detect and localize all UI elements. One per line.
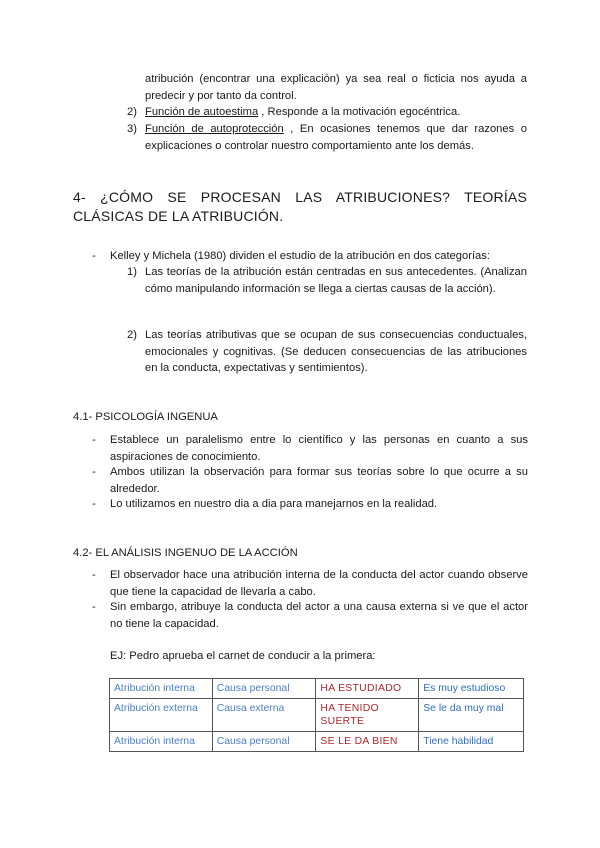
example-text: EJ: Pedro aprueba el carnet de conducir a la primera: (110, 650, 376, 662)
list-number: 3) (127, 123, 137, 135)
table-cell: Se le da muy mal (419, 699, 524, 732)
bullet-dash: - (92, 569, 96, 581)
section-heading: 4- ¿CÓMO SE PROCESAN LAS ATRIBUCIONES? TEORÍAS CLÁSICAS DE LA ATRIBUCIÓN. (73, 189, 527, 224)
list-item-autoproteccion (145, 121, 527, 154)
list-item-text: Las teorías atributivas que se ocupan de sus consecuencias conductuales, emocionales y cognitivas. (Se deducen consecuencias de las atribuciones en la conducta, expectativas y sentimientos). (145, 329, 527, 374)
table-cell: Atribución interna (110, 732, 213, 752)
bullet-dash: - (92, 498, 96, 510)
list-item-autoestima (145, 104, 527, 121)
list-item-text: , Responde a la motivación egocéntrica. (258, 106, 461, 118)
table-cell: HA TENIDO SUERTE (316, 699, 419, 732)
list-item-text: , En ocasiones tenemos que dar razones o explicaciones o controlar nuestro comportamiento ante los demás. (145, 123, 527, 152)
bullet-dash: - (92, 601, 96, 613)
table-cell: SE LE DA BIEN (316, 732, 419, 752)
table-cell: Causa externa (212, 699, 316, 732)
attribution-table (109, 678, 524, 752)
list-number: 1) (127, 266, 137, 278)
table-cell: HA ESTUDIADO (316, 679, 419, 699)
bullet-text: Ambos utilizan la observación para formar sus teorías sobre lo que ocurre a su alrededor. (110, 466, 528, 495)
bullet-text: Lo utilizamos en nuestro dia a dia para manejarnos en la realidad. (110, 498, 438, 510)
table-cell: Atribución interna (110, 679, 213, 699)
bullet-text: El observador hace una atribución interna de la conducta del actor cuando observe que tiene la capacidad de llevarla a cabo. (110, 569, 528, 598)
table-row (110, 699, 524, 732)
bullet-text: Kelley y Michela (1980) dividen el estudio de la atribución en dos categorías: (110, 250, 490, 262)
list-number: 2) (127, 106, 137, 118)
function-link[interactable]: Función de autoestima (145, 106, 259, 118)
bullet-dash: - (92, 434, 96, 446)
subsection-heading: 4.1- PSICOLOGÍA INGENUA (73, 411, 218, 423)
table-cell: Causa personal (212, 732, 316, 752)
table-cell: Es muy estudioso (419, 679, 524, 699)
intro-continuation: atribución (encontrar una explicación) ya sea real o ficticia nos ayuda a predecir y por tanto da control. (145, 73, 527, 102)
subsection-heading: 4.2- EL ANÁLISIS INGENUO DE LA ACCIÓN (73, 547, 298, 559)
table-row (110, 679, 524, 699)
list-number: 2) (127, 329, 137, 341)
table-cell: Causa personal (212, 679, 316, 699)
function-link[interactable]: Función de autoprotección (145, 123, 284, 135)
table-cell: Tiene habilidad (419, 732, 524, 752)
bullet-text: Sin embargo, atribuye la conducta del actor a una causa externa si ve que el actor no tiene la capacidad. (110, 601, 528, 630)
table-cell: Atribución externa (110, 699, 213, 732)
table-row (110, 732, 524, 752)
bullet-dash: - (92, 466, 96, 478)
bullet-text: Establece un paralelismo entre lo científico y las personas en cuanto a sus aspiraciones de conocimiento. (110, 434, 528, 463)
list-item-text: Las teorías de la atribución están centradas en sus antecedentes. (Analizan cómo manipulando información se llega a ciertas causas de la acción). (145, 266, 527, 295)
bullet-dash: - (92, 250, 96, 262)
